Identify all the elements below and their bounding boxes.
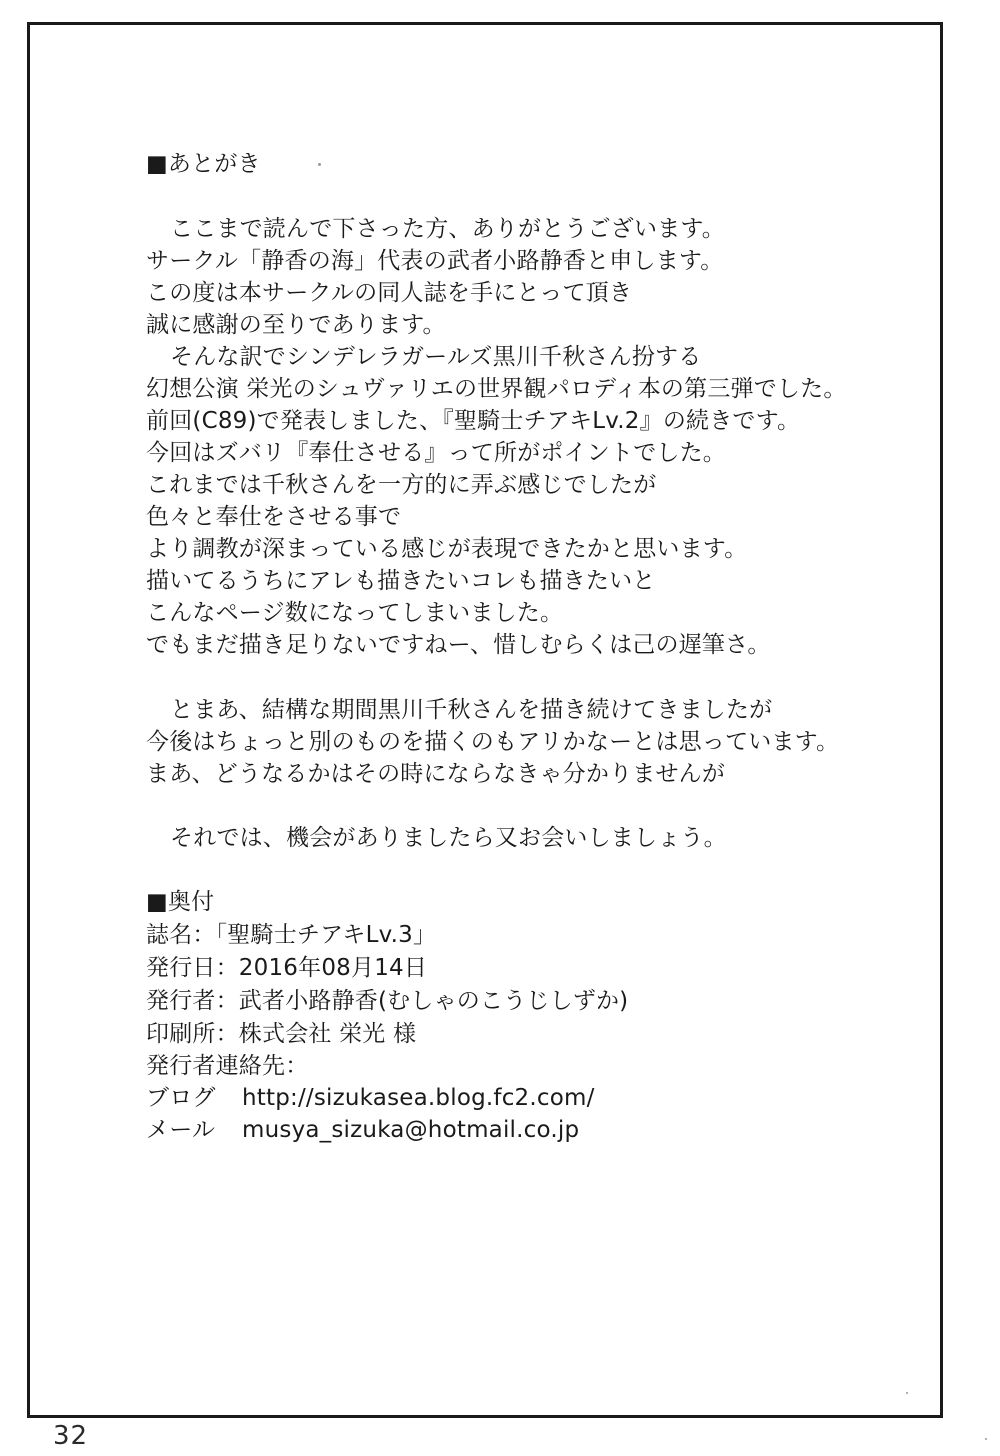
afterword-line-7: 前回(C89)で発表しました、『聖騎士チアキLv.2』の続きです。 <box>146 408 801 434</box>
afterword-line-1: ここまで読んで下さった方、ありがとうございます。 <box>170 216 725 242</box>
afterword-line-12: 描いてるうちにアレも描きたいコレも描きたいと <box>146 568 656 594</box>
mail-address-link[interactable]: musya_sizuka@hotmail.co.jp <box>242 1117 580 1143</box>
scan-speck <box>318 163 321 166</box>
afterword-line-17: まあ、どうなるかはその時にならなきゃ分かりませんが <box>146 761 726 787</box>
blog-url-link[interactable]: http://sizukasea.blog.fc2.com/ <box>242 1085 595 1111</box>
afterword-line-3: この度は本サークルの同人誌を手にとって頂き <box>146 280 633 306</box>
afterword-line-13: こんなページ数になってしまいました。 <box>146 600 564 626</box>
afterword-line-16: 今後はちょっと別のものを描くのもアリかなーとは思っています。 <box>146 729 840 755</box>
afterword-line-4: 誠に感謝の至りであります。 <box>146 312 446 338</box>
scan-speck <box>906 1392 908 1394</box>
colophon-contact-heading: 発行者連絡先： <box>146 1053 309 1079</box>
colophon-blog-row <box>146 1083 595 1113</box>
page-number: 32 <box>53 1421 89 1451</box>
colophon-mail-row <box>146 1115 579 1145</box>
afterword-line-10: 色々と奉仕をさせる事で <box>146 504 402 530</box>
colophon-printer: 印刷所：株式会社 栄光 様 <box>146 1021 417 1047</box>
afterword-line-5: そんな訳でシンデレラガールズ黒川千秋さん扮する <box>170 344 702 370</box>
afterword-line-11: より調教が深まっている感じが表現できたかと思います。 <box>146 536 748 562</box>
afterword-line-9: これまでは千秋さんを一方的に弄ぶ感じでしたが <box>146 472 657 498</box>
colophon-title: 誌名：「聖騎士チアキLv.3」 <box>146 922 437 948</box>
afterword-line-6: 幻想公演 栄光のシュヴァリエの世界観パロディ本の第三弾でした。 <box>146 376 847 402</box>
afterword-line-15: とまあ、結構な期間黒川千秋さんを描き続けてきましたが <box>170 697 773 723</box>
blog-label: ブログ <box>146 1085 216 1111</box>
mail-label: メール <box>146 1117 216 1143</box>
scan-speck <box>985 1438 987 1440</box>
afterword-line-18: それでは、機会がありましたら又お会いしましょう。 <box>170 825 727 851</box>
afterword-heading: ■あとがき <box>146 151 261 177</box>
colophon-publisher: 発行者：武者小路静香(むしゃのこうじしずか) <box>146 988 629 1014</box>
colophon-heading: ■奥付 <box>146 889 215 915</box>
colophon-date: 発行日：2016年08月14日 <box>146 955 428 981</box>
afterword-line-8: 今回はズバリ『奉仕させる』って所がポイントでした。 <box>146 440 726 466</box>
afterword-line-2: サークル「静香の海」代表の武者小路静香と申します。 <box>146 248 724 274</box>
afterword-line-14: でもまだ描き足りないですねー、惜しむらくは己の遅筆さ。 <box>146 632 771 658</box>
